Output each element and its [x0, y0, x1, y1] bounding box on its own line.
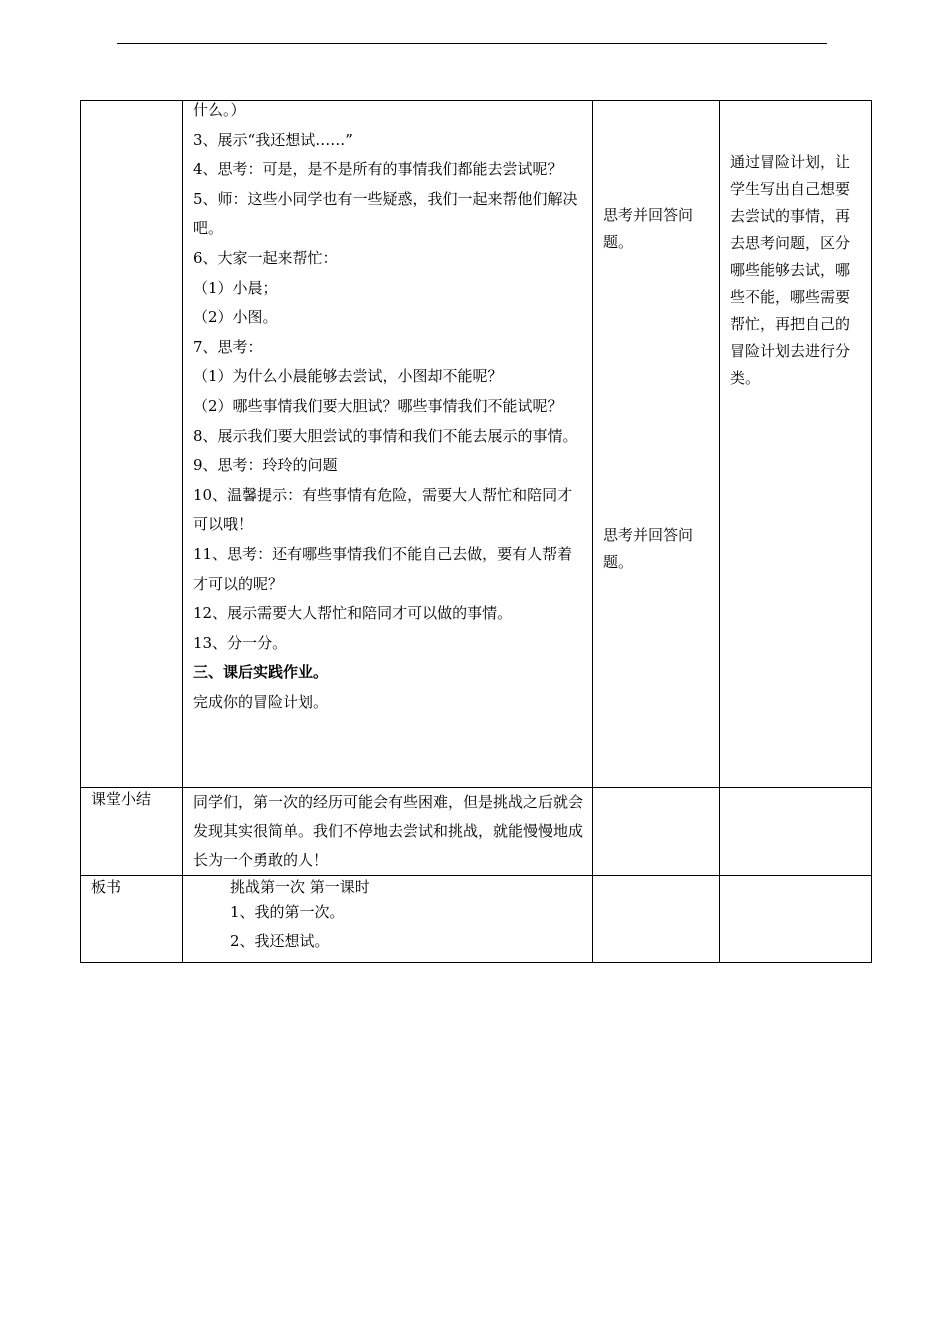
step-line: 3、展示“我还想试……” [193, 130, 353, 149]
board-label: 板书 [91, 878, 122, 896]
step-line: 4、思考：可是，是不是所有的事情我们都能去尝试呢？ [193, 160, 563, 179]
step-line: （1）小晨； [193, 278, 278, 297]
step-line: 8、展示我们要大胆尝试的事情和我们不能去展示的事情。 [193, 426, 578, 445]
board-title: 挑战第一次 第一课时 [230, 878, 370, 896]
section-label-cell [81, 101, 183, 788]
board-label-cell [81, 876, 183, 963]
step-line: （2）小图。 [193, 308, 278, 327]
design-intent-cell [720, 101, 872, 788]
step-line: 6、大家一起来帮忙： [193, 248, 338, 267]
board-empty-cell [720, 876, 872, 963]
step-line: 12、展示需要大人帮忙和陪同才可以做的事情。 [193, 604, 513, 623]
teaching-process-row [81, 101, 872, 788]
student-activity-cell [593, 101, 720, 788]
homework-text: 完成你的冒险计划。 [193, 692, 329, 711]
student-response: 思考并回答问题。 [603, 526, 694, 571]
step-line: 什么。） [193, 101, 246, 119]
teaching-steps-cell [183, 101, 593, 788]
board-line: 2、我还想试。 [230, 932, 330, 950]
step-line: 7、思考： [193, 337, 263, 356]
step-line: 9、思考：玲玲的问题 [193, 456, 338, 475]
summary-empty-cell [720, 788, 872, 876]
summary-empty-cell [593, 788, 720, 876]
summary-text-cell [183, 788, 593, 876]
header-rule [117, 43, 827, 44]
board-row [81, 876, 872, 963]
step-line: 10、温馨提示：有些事情有危险，需要大人帮忙和陪同才可以哦！ [193, 485, 573, 534]
step-line: 5、师：这些小同学也有一些疑惑，我们一起来帮他们解决吧。 [193, 189, 578, 238]
design-note: 通过冒险计划，让学生写出自己想要去尝试的事情，再去思考问题，区分哪些能够去试，哪些不能，哪些需要帮忙，再把自己的冒险计划去进行分类。 [730, 153, 851, 387]
student-response: 思考并回答问题。 [603, 206, 694, 251]
summary-label: 课堂小结 [91, 790, 152, 808]
step-line: （2）哪些事情我们要大胆试？哪些事情我们不能试呢？ [193, 396, 563, 415]
summary-text: 同学们，第一次的经历可能会有些困难，但是挑战之后就会发现其实很简单。我们不停地去尝试和挑战，就能慢慢地成长为一个勇敢的人！ [193, 793, 584, 869]
board-line: 1、我的第一次。 [230, 903, 345, 921]
summary-label-cell [81, 788, 183, 876]
homework-heading: 三、课后实践作业。 [193, 663, 329, 682]
step-line: 13、分一分。 [193, 633, 288, 652]
summary-row [81, 788, 872, 876]
step-line: （1）为什么小晨能够去尝试，小图却不能呢？ [193, 367, 503, 386]
step-line: 11、思考：还有哪些事情我们不能自己去做，要有人帮着才可以的呢？ [193, 544, 573, 593]
board-empty-cell [593, 876, 720, 963]
board-content-cell [183, 876, 593, 963]
lesson-plan-table [80, 100, 872, 963]
